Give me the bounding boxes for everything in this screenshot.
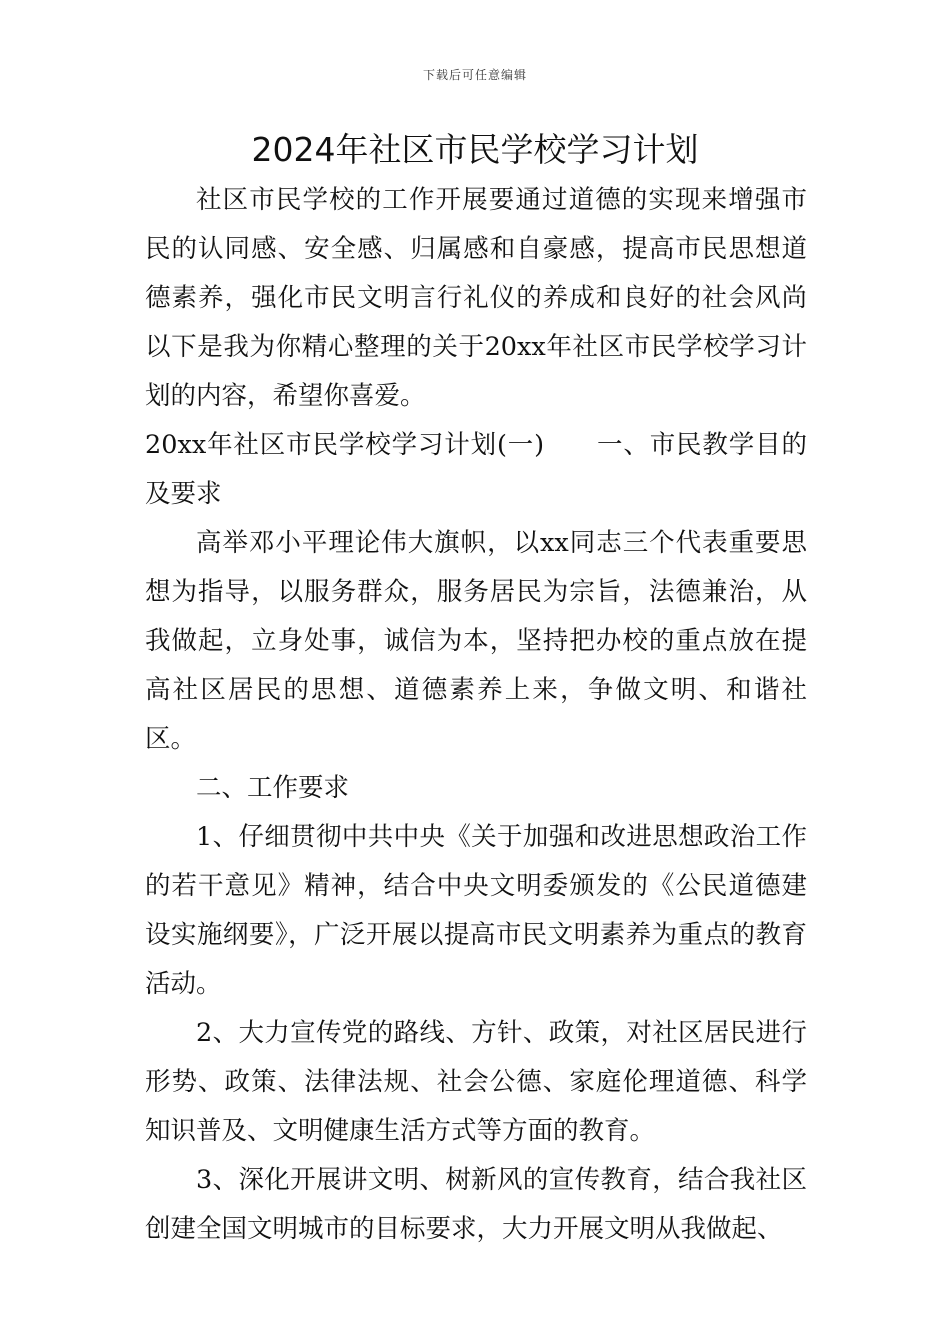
page-title: 2024年社区市民学校学习计划 [251,130,699,169]
list-item-2: 2、大力宣传党的路线、方针、政策，对社区居民进行形势、政策、法律法规、社会公德、家庭伦理道德、科学知识普及、文明健康生活方式等方面的教育。 [145,1018,807,1146]
list-item-1: 1、仔细贯彻中共中央《关于加强和改进思想政治工作的若干意见》精神，结合中央文明委颁发的《公民道德建设实施纲要》，广泛开展以提高市民文明素养为重点的教育活动。 [145,822,807,999]
intro-paragraph: 社区市民学校的工作开展要通过道德的实现来增强市民的认同感、安全感、归属感和自豪感，提高市民思想道德素养，强化市民文明言行礼仪的养成和良好的社会风尚以下是我为你精心整理的关于20xx年社区市民学校学习计划的内容，希望你喜爱。 [145,185,807,411]
plan-heading: 20xx年社区市民学校学习计划(一) [145,430,545,460]
section1-paragraph: 高举邓小平理论伟大旗帜，以xx同志三个代表重要思想为指导，以服务群众，服务居民为宗旨，法德兼治，从我做起，立身处事，诚信为本，坚持把办校的重点放在提高社区居民的思想、道德素养上来，争做文明、和谐社区。 [145,528,807,754]
header-note: 下载后可任意编辑 [422,68,527,82]
section2-heading: 二、工作要求 [196,773,350,803]
plan-heading-line [145,421,807,519]
section1-heading: 一、市民教学目的及要求 [145,430,807,509]
list-item-3: 3、深化开展讲文明、树新风的宣传教育，结合我社区创建全国文明城市的目标要求，大力开展文明从我做起、 [145,1165,807,1244]
document-body [145,176,807,1254]
